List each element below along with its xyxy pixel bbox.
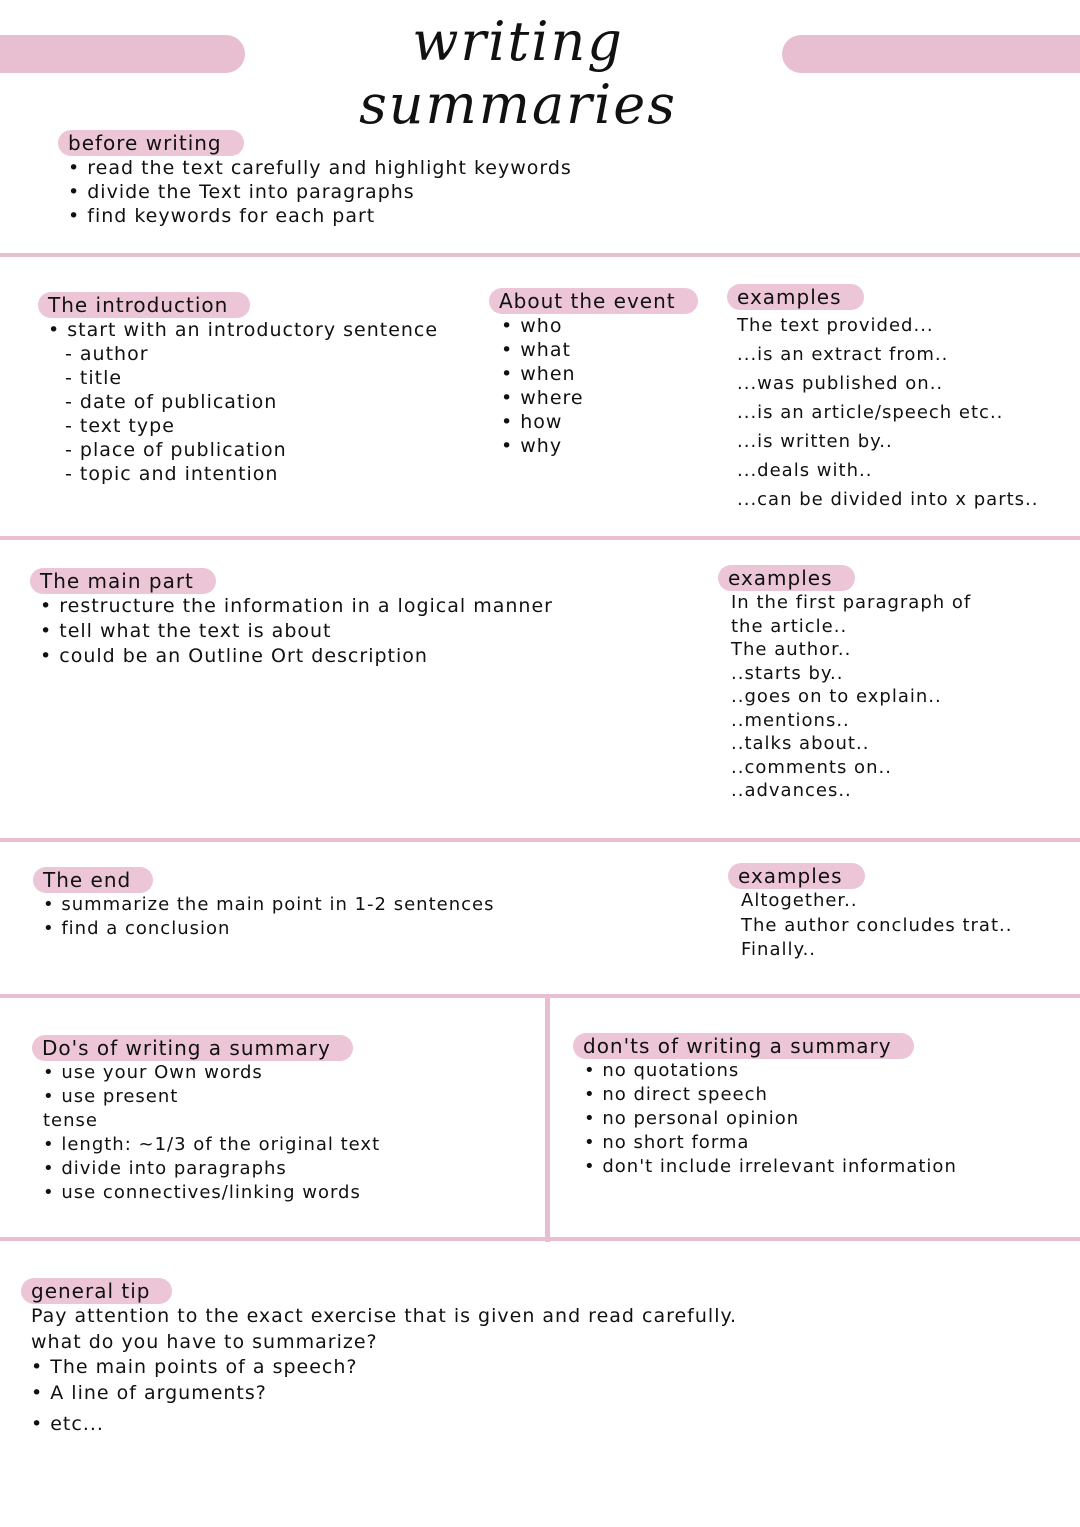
list-item: • length: ~1/3 of the original text xyxy=(43,1134,381,1155)
main-part-list xyxy=(40,594,553,669)
column-divider xyxy=(545,996,550,1242)
list-item: • why xyxy=(501,434,698,458)
event-list xyxy=(501,314,698,458)
list-item: the article.. xyxy=(731,615,848,637)
list-item: tense xyxy=(43,1110,98,1131)
list-item: - text type xyxy=(65,415,175,437)
title-bar-left xyxy=(0,35,245,73)
list-item: • no quotations xyxy=(584,1059,957,1083)
divider xyxy=(0,994,1080,998)
list-item: In the first paragraph of xyxy=(731,592,972,613)
section-intro-examples xyxy=(727,284,1038,514)
list-item: • use connectives/linking words xyxy=(43,1182,361,1203)
list-item: The author concludes trat.. xyxy=(741,914,1013,936)
section-main-examples xyxy=(718,565,971,803)
list-item: • don't include irrelevant information xyxy=(584,1155,957,1179)
general-tip-list xyxy=(31,1304,737,1438)
list-item: • no direct speech xyxy=(584,1083,957,1107)
divider xyxy=(0,838,1080,842)
list-item: ..mentions.. xyxy=(731,709,850,731)
heading-about-event: About the event xyxy=(489,288,698,314)
section-general-tip xyxy=(21,1278,737,1438)
list-item: • could be an Outline Ort description xyxy=(40,644,553,669)
dos-list xyxy=(43,1061,380,1205)
list-item: • restructure the information in a logical manner xyxy=(40,594,553,619)
list-item: • etc... xyxy=(31,1413,104,1435)
list-item: The text provided... xyxy=(737,315,934,336)
list-item: The author.. xyxy=(731,639,852,660)
list-item: ..goes on to explain.. xyxy=(731,686,942,707)
list-item: • A line of arguments? xyxy=(31,1381,267,1404)
list-item: • what xyxy=(501,338,698,362)
list-item: - date of publication xyxy=(65,391,278,413)
heading-main-examples: examples xyxy=(718,565,855,591)
main-examples-list xyxy=(731,591,971,803)
section-introduction xyxy=(38,292,438,486)
introduction-list xyxy=(48,318,438,486)
list-item: - author xyxy=(65,343,149,365)
section-end-examples xyxy=(728,863,1012,963)
heading-intro-examples: examples xyxy=(727,284,864,310)
list-item: Finally.. xyxy=(741,939,817,960)
section-about-event xyxy=(489,288,698,458)
list-item: ..comments on.. xyxy=(731,756,892,778)
list-item: ..advances.. xyxy=(731,780,852,801)
list-item: ...is written by.. xyxy=(737,431,893,452)
section-main-part xyxy=(30,568,553,669)
section-donts xyxy=(573,1033,957,1179)
heading-the-end: The end xyxy=(33,867,153,893)
list-item: - topic and intention xyxy=(65,463,279,485)
the-end-list xyxy=(43,893,494,941)
intro-examples-list xyxy=(737,311,1038,514)
heading-end-examples: examples xyxy=(728,863,865,889)
list-item: • who xyxy=(501,314,698,338)
list-item: • use present xyxy=(43,1086,179,1107)
section-dos xyxy=(32,1035,380,1205)
list-item: • when xyxy=(501,362,698,386)
list-item: Altogether.. xyxy=(741,890,858,911)
list-item: - title xyxy=(65,367,123,389)
list-item: ...can be divided into x parts.. xyxy=(737,489,1039,510)
list-item: • find a conclusion xyxy=(43,917,494,941)
list-item: • no personal opinion xyxy=(584,1107,957,1131)
divider xyxy=(0,1237,1080,1241)
list-item: ...was published on.. xyxy=(737,373,944,394)
list-item: • divide the Text into paragraphs xyxy=(68,180,572,204)
list-item: - place of publication xyxy=(65,439,287,461)
list-item: ..starts by.. xyxy=(731,662,844,684)
list-item: • tell what the text is about xyxy=(40,619,553,644)
list-item: • read the text carefully and highlight keywords xyxy=(68,156,572,180)
heading-introduction: The introduction xyxy=(38,292,250,318)
list-item: • how xyxy=(501,410,698,434)
heading-general-tip: general tip xyxy=(21,1278,172,1304)
page-title: writing summaries xyxy=(359,10,677,136)
list-item: • divide into paragraphs xyxy=(43,1158,287,1179)
heading-main-part: The main part xyxy=(30,568,216,594)
list-item: ...is an article/speech etc.. xyxy=(737,402,1004,423)
before-writing-list xyxy=(68,156,572,228)
list-item: what do you have to summarize? xyxy=(31,1330,378,1353)
list-item: Pay attention to the exact exercise that is given and read carefully. xyxy=(31,1305,738,1327)
donts-list xyxy=(584,1059,957,1179)
end-examples-list xyxy=(741,889,1012,963)
heading-donts: don'ts of writing a summary xyxy=(573,1033,914,1059)
divider xyxy=(0,253,1080,257)
list-item: • where xyxy=(501,386,698,410)
list-item: ...deals with.. xyxy=(737,460,873,481)
list-item: • no short forma xyxy=(584,1131,957,1155)
list-item: • use your Own words xyxy=(43,1062,263,1083)
heading-dos: Do's of writing a summary xyxy=(32,1035,353,1061)
list-item: • start with an introductory sentence xyxy=(48,318,438,342)
heading-before-writing: before writing xyxy=(58,130,244,156)
list-item: • The main points of a speech? xyxy=(31,1356,358,1378)
divider xyxy=(0,536,1080,540)
list-item: • summarize the main point in 1-2 sentences xyxy=(43,893,494,917)
section-before-writing xyxy=(58,130,572,228)
list-item: ...is an extract from.. xyxy=(737,344,949,365)
section-the-end xyxy=(33,867,494,941)
list-item: • find keywords for each part xyxy=(68,204,572,228)
list-item: ..talks about.. xyxy=(731,733,870,754)
title-bar-right xyxy=(782,35,1080,73)
